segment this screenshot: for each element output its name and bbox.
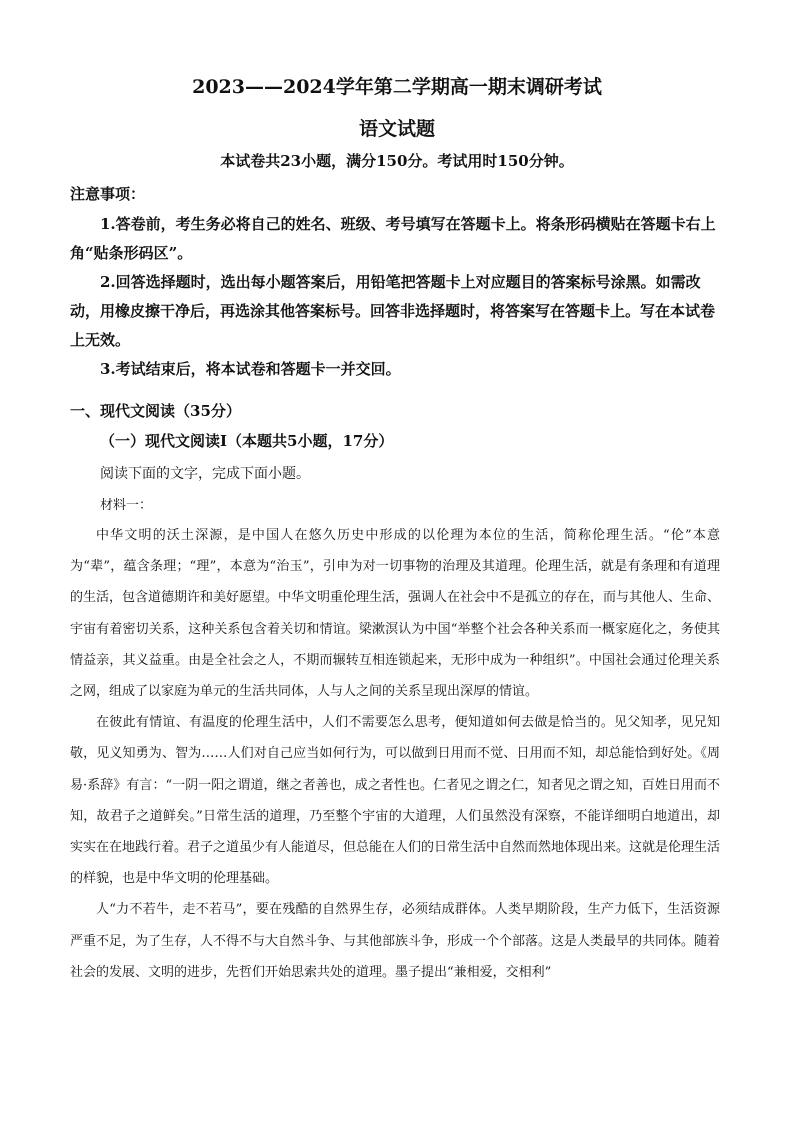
exam-info: 本试卷共23小题，满分150分。考试用时150分钟。 — [220, 152, 574, 170]
subject-title: 语文试题 — [358, 118, 435, 140]
material-paragraph-1: 中华文明的沃土深源，是中国人在悠久历史中形成的以伦理为本位的生活，简称伦理生活。“伦”本意为“辈”，蕴含条理；“理”，本意为“治玉”，引申为对一切事物的治理及其道理。伦理生活，就是有条理和有道理的生活，包含道德期许和美好愿望。中华文明重伦理生活，强调人在社会中不是孤立的存在，而与其他人、生命、宇宙有着密切关系，这种关系包含着关切和情谊。梁漱溟认为中国“举整个社会各种关系而一概家庭化之，务使其情益亲，其义益重。由是全社会之人，不期而辗转互相连锁起来，无形中成为一种组织”。中国社会通过伦理关系之网，组成了以家庭为单元的生活共同体，人与人之间的关系呈现出深厚的情谊。 — [70, 528, 721, 700]
notice-heading: 注意事项： — [70, 185, 146, 203]
notice-item-1: 1.答卷前，考生务必将自己的姓名、班级、考号填写在答题卡上。将条形码横贴在答题卡右上角“贴条形码区”。 — [70, 215, 716, 262]
notice-item-2: 2.回答选择题时，选出每小题答案后，用铅笔把答题卡上对应题目的答案标号涂黑。如需改动，用橡皮擦干净后，再选涂其他答案标号。回答非选择题时，将答案写在答题卡上。写在本试卷上无效。 — [70, 273, 716, 349]
notice-item-3: 3.考试结束后，将本试卷和答题卡一并交回。 — [100, 360, 401, 378]
material-paragraph-2: 在彼此有情谊、有温度的伦理生活中，人们不需要怎么思考，便知道如何去做是恰当的。见父知孝，见兄知敬，见义知勇为、智为……人们对自己应当如何行为，可以做到日用而不觉、日用而不知，却总能恰到好处。《周易·系辞》有言：“一阴一阳之谓道，继之者善也，成之者性也。仁者见之谓之仁，知者见之谓之知，百姓日用而不知，故君子之道鲜矣。”日常生活的道理，乃至整个宇宙的大道理，人们虽然没有深察，不能详细明白地道出，却实实在在地践行着。君子之道虽少有人能道尽，但总能在人们的日常生活中自然而然地体现出来。这就是伦理生活的样貌，也是中华文明的伦理基础。 — [70, 715, 721, 887]
material-label: 材料一： — [100, 498, 153, 513]
section-heading: 一、现代文阅读（35分） — [70, 402, 241, 420]
subsection-heading: （一）现代文阅读Ⅰ（本题共5小题，17分） — [100, 432, 394, 450]
material-body — [70, 520, 720, 988]
notice-list — [70, 210, 720, 384]
reading-instruction: 阅读下面的文字，完成下面小题。 — [100, 466, 310, 482]
exam-title: 2023——2024学年第二学期高一期末调研考试 — [192, 76, 602, 98]
material-paragraph-3: 人“力不若牛，走不若马”，要在残酷的自然界生存，必须结成群体。人类早期阶段，生产力低下，生活资源严重不足，为了生存，人不得不与大自然斗争、与其他部族斗争，形成一个个部落。这是人类最早的共同体。随着社会的发展、文明的进步，先哲们开始思索共处的道理。墨子提出“兼相爱，交相利” — [70, 902, 721, 980]
